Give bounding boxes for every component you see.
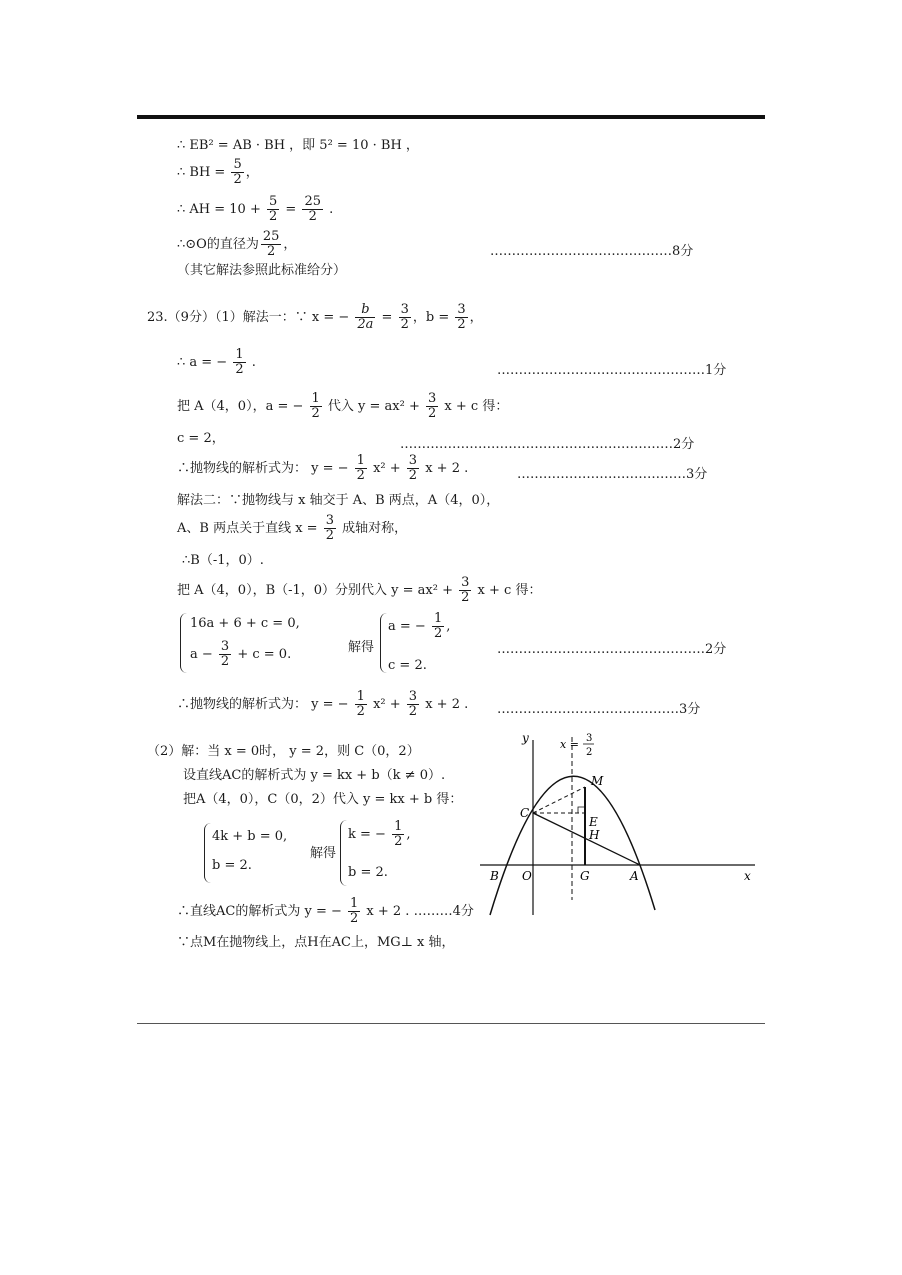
system-line-1: 16a + 6 + c = 0, xyxy=(190,616,300,631)
system-line-2: a − $\frac{3}{2}$ + c = 0. xyxy=(190,639,292,669)
dashed-cm xyxy=(533,787,585,813)
top-rule xyxy=(137,115,765,119)
line-ac-result: ∴直线AC的解析式为 y = − $\frac{1}{2}$ x + 2 . ………4分 xyxy=(177,896,474,926)
label-e: E xyxy=(589,815,598,829)
score-2b: …………………………………………2分 xyxy=(497,642,727,657)
note-other-solutions: （其它解法参照此标准给分） xyxy=(177,263,347,278)
eq-parabola-2: ∴抛物线的解析式为： y = − $\frac{1}{2}$ x² + $\frac{3}{2}$ x + 2 . xyxy=(177,689,469,719)
line-ac-substitute: 把A（4，0），C（0，2）代入 y = kx + b 得： xyxy=(183,792,463,807)
line-ca xyxy=(533,813,640,865)
eq-bh: ∴ BH = $\frac{5}{2}$ ， xyxy=(177,157,259,187)
solve-label-2: 解得 xyxy=(310,846,337,861)
label-sym-num: 3 xyxy=(586,733,593,744)
solution-k: k = − $\frac{1}{2}$ , xyxy=(348,819,411,849)
label-m: M xyxy=(591,774,604,788)
label-h: H xyxy=(589,828,600,842)
system-c-1: 4k + b = 0, xyxy=(212,829,288,844)
label-b: B xyxy=(490,869,499,883)
label-a: A xyxy=(630,869,639,883)
solution-a: a = − $\frac{1}{2}$ , xyxy=(388,611,451,641)
right-angle-mark xyxy=(578,807,585,813)
q23-heading: 23.（9分）（1）解法一：∵ x = − $\frac{b}{2a}$ = $\frac{3}{2}$ ，b = $\frac{3}{2}$ ， xyxy=(147,302,483,332)
substitute-ab: 把 A（4，0），B（-1，0）分别代入 y = ax² + $\frac{3}{2}$ x + c 得： xyxy=(177,575,542,605)
solution-b: b = 2. xyxy=(348,865,388,880)
solve-label: 解得 xyxy=(348,640,375,655)
score-8: ……………………………………8分 xyxy=(490,244,694,259)
label-sym-den: 2 xyxy=(586,747,593,758)
brace xyxy=(340,820,347,886)
fraction: $\frac{5}{2}$ xyxy=(233,157,242,187)
label-g: G xyxy=(580,869,590,883)
label-x: x xyxy=(744,869,751,883)
eq-ah: ∴ AH = 10 + $\frac{5}{2}$ = $\frac{25}{2}$ . xyxy=(177,194,334,224)
label-o: O xyxy=(522,869,532,883)
point-b: ∴B（-1，0）. xyxy=(182,553,264,568)
part2-heading: （2）解：当 x = 0时， y = 2，则 C（0，2） xyxy=(147,744,420,759)
line-ac-setup: 设直线AC的解析式为 y = kx + b（k ≠ 0）. xyxy=(183,768,446,783)
eq-a: ∴ a = − $\frac{1}{2}$ . xyxy=(177,347,256,377)
score-1: …………………………………………1分 xyxy=(497,363,727,378)
score-3b: ……………………………………3分 xyxy=(497,702,701,717)
bottom-rule xyxy=(137,1023,765,1024)
symmetry-line: A、B 两点关于直线 x = $\frac{3}{2}$ 成轴对称， xyxy=(177,513,408,543)
system-c-2: b = 2. xyxy=(212,858,252,873)
brace xyxy=(380,613,387,673)
label-y: y xyxy=(522,731,529,745)
score-2a: ………………………………………………………2分 xyxy=(400,437,695,452)
label-sym: x = xyxy=(560,738,579,751)
condition-mh: ∵点M在抛物线上，点H在AC上，MG⊥ x 轴， xyxy=(177,935,455,950)
eq-diameter: ∴⊙O的直径为 $\frac{25}{2}$ ， xyxy=(177,229,297,259)
eq-substitute: 把 A（4，0），a = − $\frac{1}{2}$ 代入 y = ax² + $\frac{3}{2}$ x + c 得： xyxy=(177,391,509,421)
brace xyxy=(204,823,211,883)
eq-eb-squared: ∴ EB² = AB · BH ，即 5² = 10 · BH ， xyxy=(177,138,419,153)
score-3a: …………………………………3分 xyxy=(517,467,708,482)
brace xyxy=(180,613,187,673)
eq-c: c = 2， xyxy=(177,431,225,446)
label-c: C xyxy=(520,806,530,820)
parabola-figure xyxy=(470,725,770,925)
eq-parabola-1: ∴抛物线的解析式为： y = − $\frac{1}{2}$ x² + $\frac{3}{2}$ x + 2 . xyxy=(177,453,469,483)
solution-c: c = 2. xyxy=(388,658,427,673)
method-two: 解法二：∵抛物线与 x 轴交于 A、B 两点，A（4，0）， xyxy=(177,493,500,508)
